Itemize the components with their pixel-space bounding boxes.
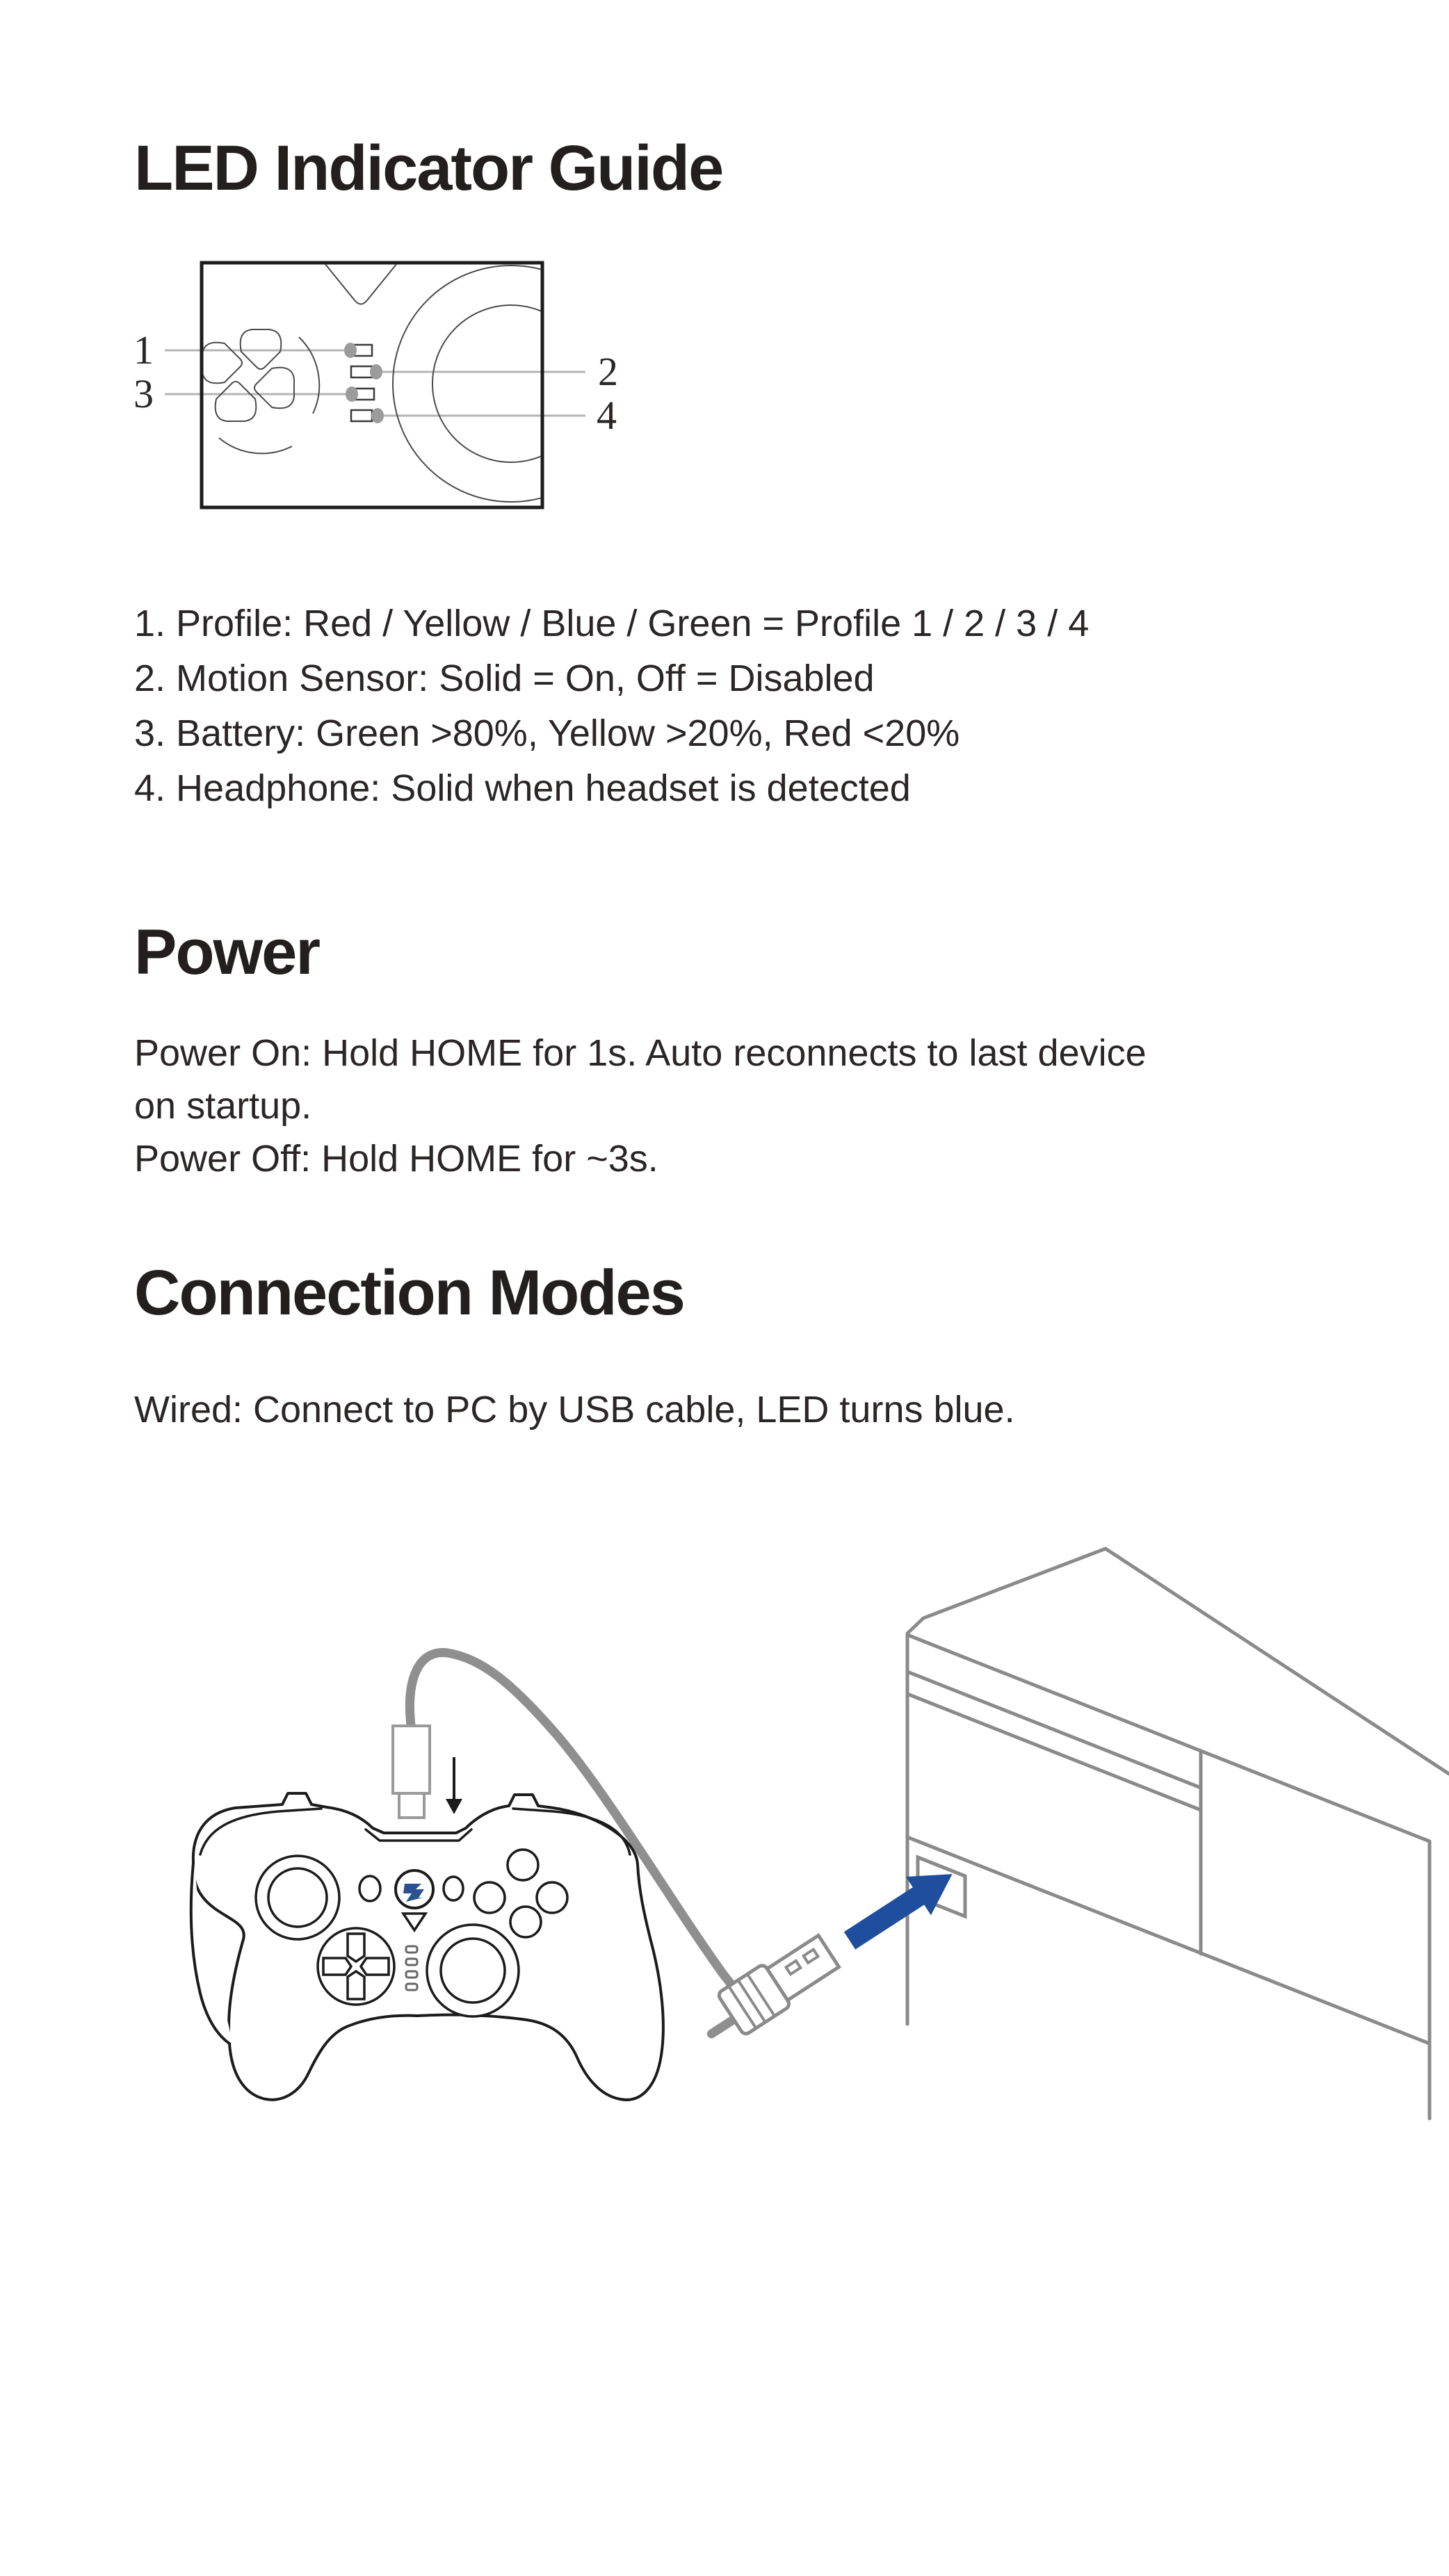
power-on-line-1: Power On: Hold HOME for 1s. Auto reconnects to last device [134, 1032, 1147, 1074]
diagram-label-1: 1 [133, 327, 154, 373]
diagram-label-3: 3 [133, 371, 154, 416]
wired-illustration [118, 1529, 1449, 2224]
led-item-battery: 3. Battery: Green >80%, Yellow >20%, Red <20% [134, 712, 960, 754]
controller-body [193, 1793, 663, 2100]
diagram-frame [202, 263, 542, 507]
wired-mode-text: Wired: Connect to PC by USB cable, LED turns blue. [134, 1389, 1015, 1430]
home-button-icon [396, 1870, 433, 1908]
usb-plug-icon [393, 1726, 430, 1818]
led-item-motion: 2. Motion Sensor: Solid = On, Off = Disabled [134, 658, 875, 699]
menu-button [444, 1877, 463, 1900]
connection-heading: Connection Modes [134, 1257, 684, 1328]
dpad-main-icon [318, 1928, 394, 2005]
pc-tower-icon [907, 1549, 1449, 2119]
wired-illustration-figure [118, 1529, 1449, 2224]
controller-icon [191, 1793, 663, 2100]
view-button [359, 1876, 380, 1901]
usb-connector-icon [695, 1930, 842, 2051]
led-items-list [134, 596, 1089, 816]
diagram-label-4: 4 [597, 393, 617, 438]
led-diagram-figure [118, 257, 647, 513]
power-off-line: Power Off: Hold HOME for ~3s. [134, 1138, 658, 1180]
power-body [134, 1027, 1147, 1185]
power-on-line-2: on startup. [134, 1085, 312, 1127]
led-diagram [118, 257, 647, 513]
power-heading: Power [134, 917, 320, 988]
led-item-headphone: 4. Headphone: Solid when headset is detected [134, 767, 911, 809]
diagram-label-2: 2 [598, 349, 618, 394]
page-title: LED Indicator Guide [134, 133, 723, 204]
plug-direction-arrow-icon [446, 1757, 462, 1814]
led-item-profile: 1. Profile: Red / Yellow / Blue / Green = Profile 1 / 2 / 3 / 4 [134, 603, 1090, 644]
